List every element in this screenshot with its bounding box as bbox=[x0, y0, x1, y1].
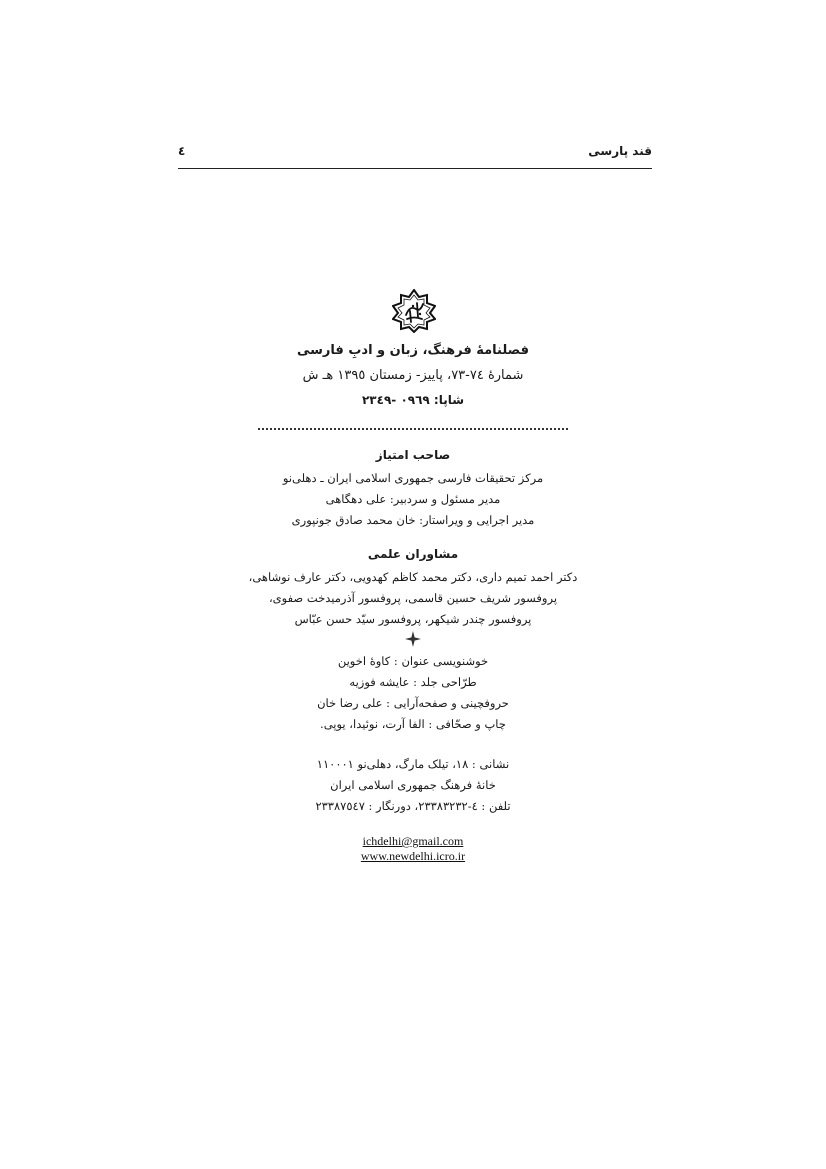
issn-line: شاپا: ٠٩٦٩ -٢٣٤٩ bbox=[361, 393, 465, 407]
running-header-title: قند پارسی bbox=[588, 144, 652, 158]
advisors-line: پروفسور شریف حسین قاسمی، پروفسور آذرمیدخت صفوی، bbox=[268, 591, 558, 605]
address-line: نشانی : ١٨، تیلک مارگ، دهلی‌نو ١١٠٠٠١ bbox=[316, 757, 510, 771]
cover-design-credit: طرّاحی جلد : عایشه فوزیه bbox=[349, 675, 477, 689]
executive-editor-line: مدیر اجرایی و ویراستار: خان محمد صادق جونپوری bbox=[291, 513, 535, 527]
website-link[interactable]: www.newdelhi.icro.ir bbox=[360, 849, 466, 863]
dotted-divider bbox=[258, 428, 568, 430]
page-number: ٤ bbox=[178, 144, 186, 158]
email-link[interactable]: ichdelhi@gmail.com bbox=[362, 834, 464, 848]
website-row bbox=[0, 845, 826, 864]
calligraphy-emblem-icon bbox=[392, 289, 436, 333]
typesetting-credit: حروفچینی و صفحه‌آرایی : علی رضا خان bbox=[317, 696, 509, 710]
editor-line: مدیر مسئول و سردبیر: علی دهگاهی bbox=[325, 492, 501, 506]
owner-heading: صاحب امتیاز bbox=[375, 448, 451, 462]
owner-line: مرکز تحقیقات فارسی جمهوری اسلامی ایران ـ دهلی‌نو bbox=[282, 471, 544, 485]
organization-line: خانهٔ فرهنگ جمهوری اسلامی ایران bbox=[330, 778, 496, 792]
phone-line: تلفن : ٤-٢٣٣٨٣٢٣٢، دورنگار : ٢٣٣٨٧٥٤٧ bbox=[315, 799, 511, 813]
issue-line: شمارهٔ ٧٤-٧٣، پاییز- زمستان ١٣٩٥ هـ ش bbox=[302, 368, 524, 383]
calligraphy-credit: خوشنویسی عنوان : کاوهٔ اخوین bbox=[337, 654, 489, 668]
running-header bbox=[178, 138, 652, 169]
advisors-line: پروفسور چندر شیکهر، پروفسور سیّد حسن عبّاس bbox=[294, 612, 532, 626]
printing-credit: چاپ و صحّافی : الفا آرت، نوئیدا، یو‌پی. bbox=[320, 717, 506, 731]
advisors-heading: مشاوران علمی bbox=[367, 547, 459, 561]
journal-title: فصلنامهٔ فرهنگ، زبان و ادبِ فارسی bbox=[297, 343, 529, 358]
advisors-line: دکتر احمد تمیم داری، دکتر محمد کاظم کهدویی، دکتر عارف نوشاهی، bbox=[248, 570, 578, 584]
four-point-star-ornament-icon bbox=[405, 631, 421, 647]
